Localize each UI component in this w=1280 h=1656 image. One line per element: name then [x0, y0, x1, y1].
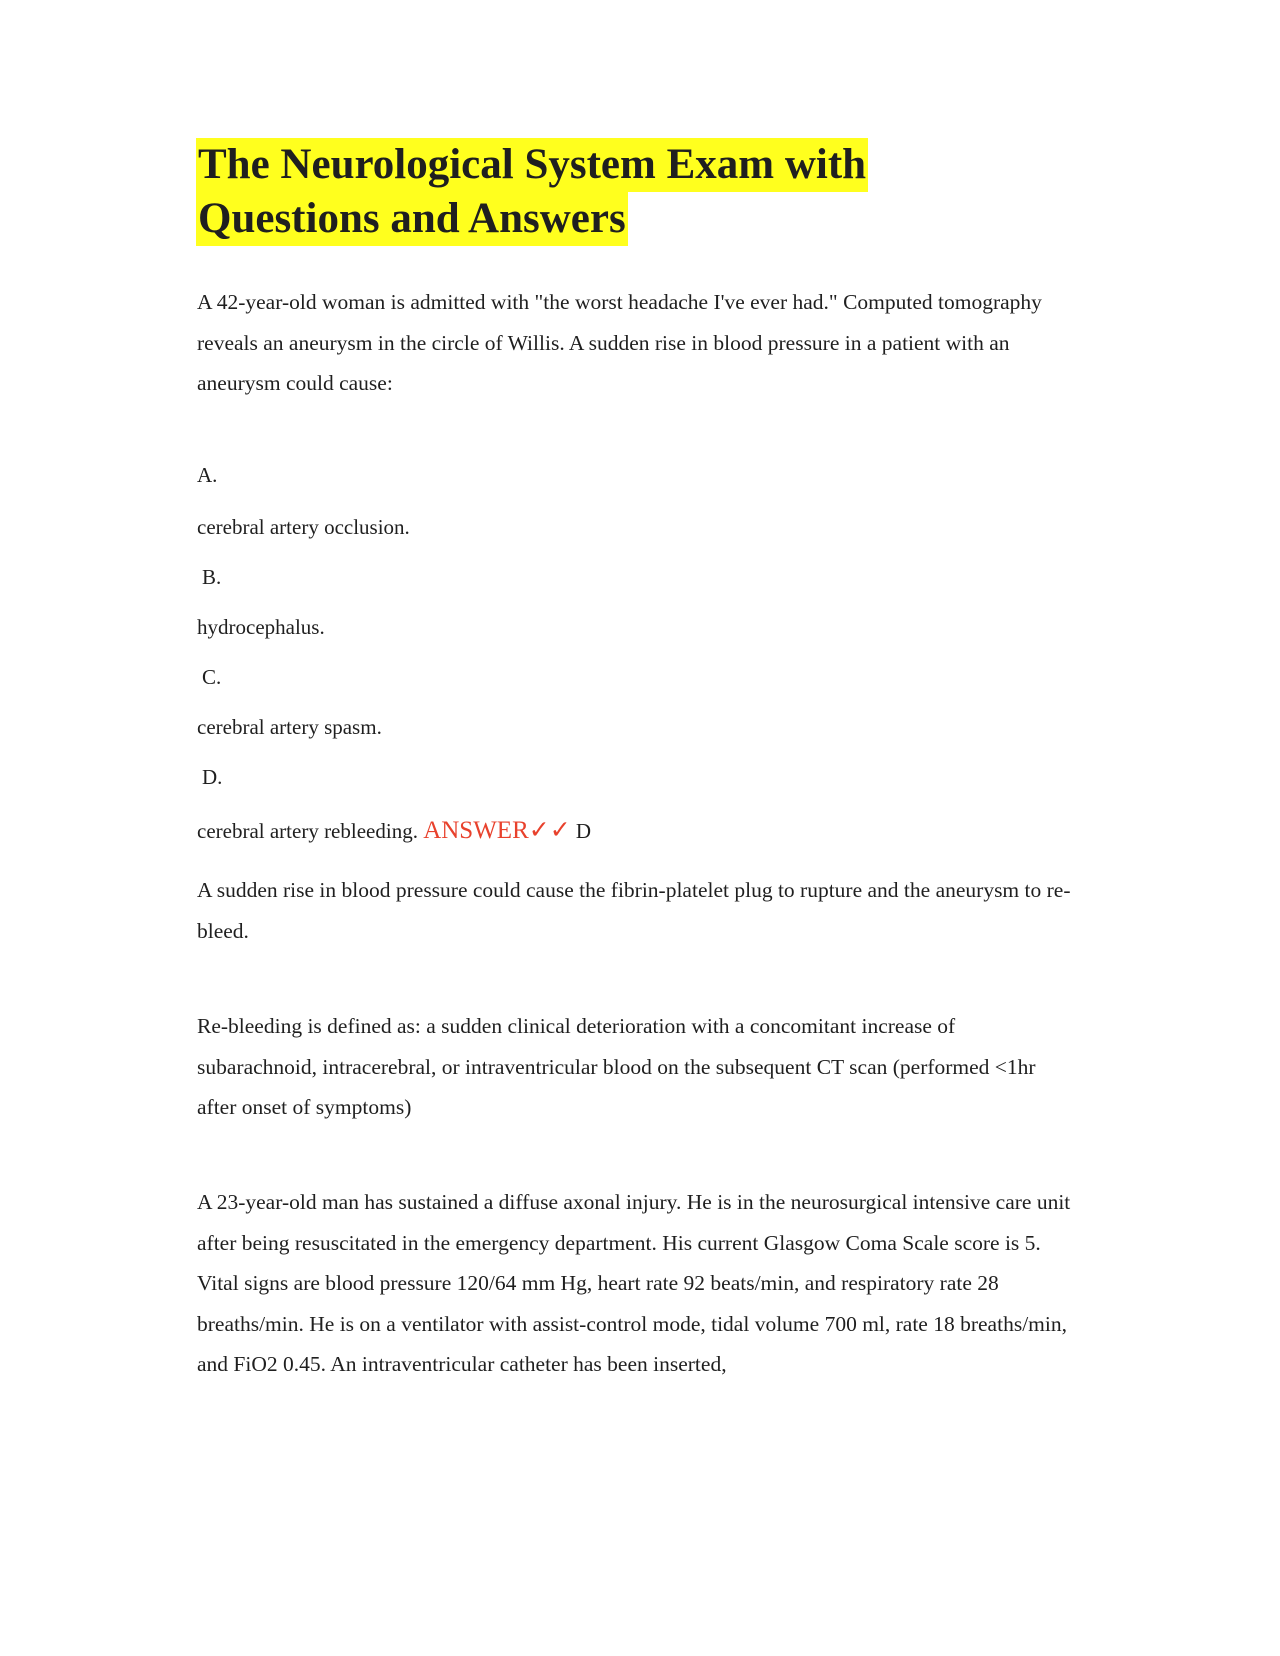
- option-c-text: cerebral artery spasm.: [197, 715, 382, 739]
- option-a-text: cerebral artery occlusion.: [197, 515, 410, 539]
- option-c-letter: C.: [202, 665, 222, 689]
- option-b-letter: B.: [202, 565, 222, 589]
- page-title-line-1: The Neurological System Exam with: [196, 138, 868, 192]
- question-1-stem: A 42-year-old woman is admitted with "the worst headache I've ever had." Computed tomography reveals an aneurysm in the circle of Willis. A sudden rise in blood pressure in a patient with an aneurysm could cause:: [197, 290, 1042, 395]
- answer-letter: D: [575, 819, 592, 843]
- option-d-text: cerebral artery rebleeding.: [197, 819, 418, 843]
- rationale-paragraph-1: A sudden rise in blood pressure could cause the fibrin-platelet plug to rupture and the aneurysm to re-bleed.: [197, 878, 1071, 943]
- option-d-letter: D.: [202, 765, 223, 789]
- option-b-text: hydrocephalus.: [197, 615, 325, 639]
- option-a-letter: A.: [197, 463, 218, 487]
- answer-tag: ANSWER✓✓: [423, 817, 571, 844]
- page-title-line-2: Questions and Answers: [196, 192, 628, 246]
- rationale-paragraph-2: Re-bleeding is defined as: a sudden clinical deterioration with a concomitant increase of subarachnoid, intracerebral, or intraventricular blood on the subsequent CT scan (performed <1hr after onset of symptoms): [197, 1014, 1036, 1119]
- option-d-line: [197, 816, 591, 846]
- question-2-stem: A 23-year-old man has sustained a diffuse axonal injury. He is in the neurosurgical intensive care unit after being resuscitated in the emergency department. His current Glasgow Coma Scale score is 5. Vital signs are blood pressure 120/64 mm Hg, heart rate 92 beats/min, and respiratory rate 28 breaths/min. He is on a ventilator with assist-control mode, tidal volume 700 ml, rate 18 breaths/min, and FiO2 0.45. An intraventricular catheter has been inserted,: [197, 1190, 1071, 1376]
